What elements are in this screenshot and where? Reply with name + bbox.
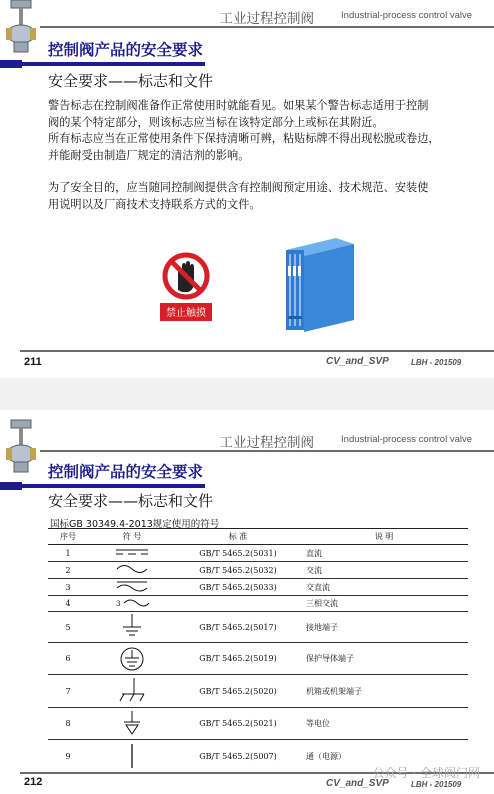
row-desc: 直流 — [300, 545, 468, 562]
footer-lbh: LBH - 201509 — [411, 358, 462, 367]
document-binders-icon — [276, 236, 356, 334]
slide-header — [0, 0, 494, 36]
row-desc: 三相交流 — [300, 596, 468, 612]
para1-line1: 警告标志在控制阀准备作正常使用时就能看见。如果某个警告标志适用于控制 — [48, 99, 429, 112]
body-text — [48, 98, 480, 213]
row-standard: GB/T 5465.2(5020) — [176, 675, 300, 708]
protective-conductor-icon — [112, 644, 152, 672]
row-no: 8 — [48, 708, 88, 740]
section-bar — [0, 484, 205, 488]
table-row — [48, 708, 468, 740]
subtitle: 安全要求——标志和文件 — [48, 492, 214, 510]
row-no: 6 — [48, 643, 88, 675]
row-no: 1 — [48, 545, 88, 562]
table-header-row — [48, 529, 468, 545]
table-row — [48, 579, 468, 596]
row-desc: 交流 — [300, 562, 468, 579]
subtitle: 安全要求——标志和文件 — [48, 72, 214, 90]
row-standard: GB/T 5465.2(5007) — [176, 740, 300, 774]
ground-terminal-icon — [112, 612, 152, 640]
row-no: 3 — [48, 579, 88, 596]
row-desc: 交直流 — [300, 579, 468, 596]
row-desc: 接地端子 — [300, 612, 468, 643]
row-standard: GB/T 5465.2(5017) — [176, 612, 300, 643]
col-header-symbol: 符 号 — [88, 529, 176, 545]
row-no: 7 — [48, 675, 88, 708]
section-title: 控制阀产品的安全要求 — [48, 463, 204, 481]
equipotential-icon — [112, 709, 152, 737]
header-title-en: Industrial-process control valve — [341, 10, 472, 21]
three-phase-ac-icon — [112, 597, 152, 609]
slide-header — [0, 424, 494, 460]
para2-line1: 所有标志应当在正常使用条件下保持清晰可辨，粘贴标牌不得出现松脱或卷边， — [48, 132, 440, 145]
slide-211 — [0, 0, 494, 378]
para2-line2: 并能耐受由制造厂规定的清洁剂的影响。 — [48, 148, 250, 162]
row-desc: 机箱或机架端子 — [300, 675, 468, 708]
footer-cv: CV_and_SVP — [326, 356, 389, 367]
footer-rule — [20, 350, 494, 352]
footer-lbh: LBH - 201509 — [411, 780, 462, 789]
dc-symbol-icon — [112, 546, 152, 558]
section-title: 控制阀产品的安全要求 — [48, 41, 204, 59]
row-standard: GB/T 5465.2(5021) — [176, 708, 300, 740]
header-title-en: Industrial-process control valve — [341, 434, 472, 445]
row-standard: GB/T 5465.2(5031) — [176, 545, 300, 562]
row-standard: GB/T 5465.2(5019) — [176, 643, 300, 675]
table-row — [48, 545, 468, 562]
table-row — [48, 643, 468, 675]
acdc-symbol-icon — [112, 579, 152, 593]
col-header-no: 序号 — [48, 529, 88, 545]
power-on-icon — [112, 741, 152, 771]
table-row — [48, 675, 468, 708]
row-no: 9 — [48, 740, 88, 774]
valve-logo-icon — [2, 418, 40, 478]
standard-title: 国标GB 30349.4-2013规定使用的符号 — [50, 519, 220, 530]
row-no: 5 — [48, 612, 88, 643]
frame-terminal-icon — [112, 676, 152, 704]
table-row — [48, 562, 468, 579]
row-desc: 保护导体端子 — [300, 643, 468, 675]
table-row — [48, 612, 468, 643]
slide-gap — [0, 378, 494, 410]
slide-212 — [0, 410, 494, 794]
no-touch-sign-icon — [158, 252, 214, 324]
para1-line2: 阀的某个特定部分，则该标志应当标在该特定部分上或标在其附近。 — [48, 115, 384, 129]
row-no: 4 — [48, 596, 88, 612]
sign-label: 禁止触摸 — [166, 308, 206, 319]
watermark: 公众号 · 全球阀门网 — [372, 766, 480, 780]
page-number: 212 — [24, 776, 43, 788]
ac-symbol-icon — [112, 563, 152, 575]
para3-line2: 用说明以及厂商技术支持联系方式的文件。 — [48, 197, 261, 211]
col-header-standard: 标 准 — [176, 529, 300, 545]
footer-cv: CV_and_SVP — [326, 778, 389, 789]
row-standard: GB/T 5465.2(5032) — [176, 562, 300, 579]
row-standard — [176, 596, 300, 612]
three-phase-prefix: 3 — [116, 599, 121, 608]
para-spacer — [48, 164, 480, 180]
section-bar — [0, 62, 205, 66]
header-title-cn: 工业过程控制阀 — [219, 11, 314, 27]
row-desc: 等电位 — [300, 708, 468, 740]
para3-line1: 为了安全目的，应当随同控制阀提供含有控制阀预定用途、技术规范、安装使 — [48, 181, 429, 194]
valve-logo-icon — [2, 0, 40, 58]
table-row — [48, 596, 468, 612]
symbol-table — [48, 528, 468, 774]
page-number: 211 — [24, 356, 42, 368]
col-header-desc: 说 明 — [300, 529, 468, 545]
row-standard: GB/T 5465.2(5033) — [176, 579, 300, 596]
row-desc: 通（电源） — [300, 740, 468, 774]
header-title-cn: 工业过程控制阀 — [219, 435, 314, 451]
row-no: 2 — [48, 562, 88, 579]
